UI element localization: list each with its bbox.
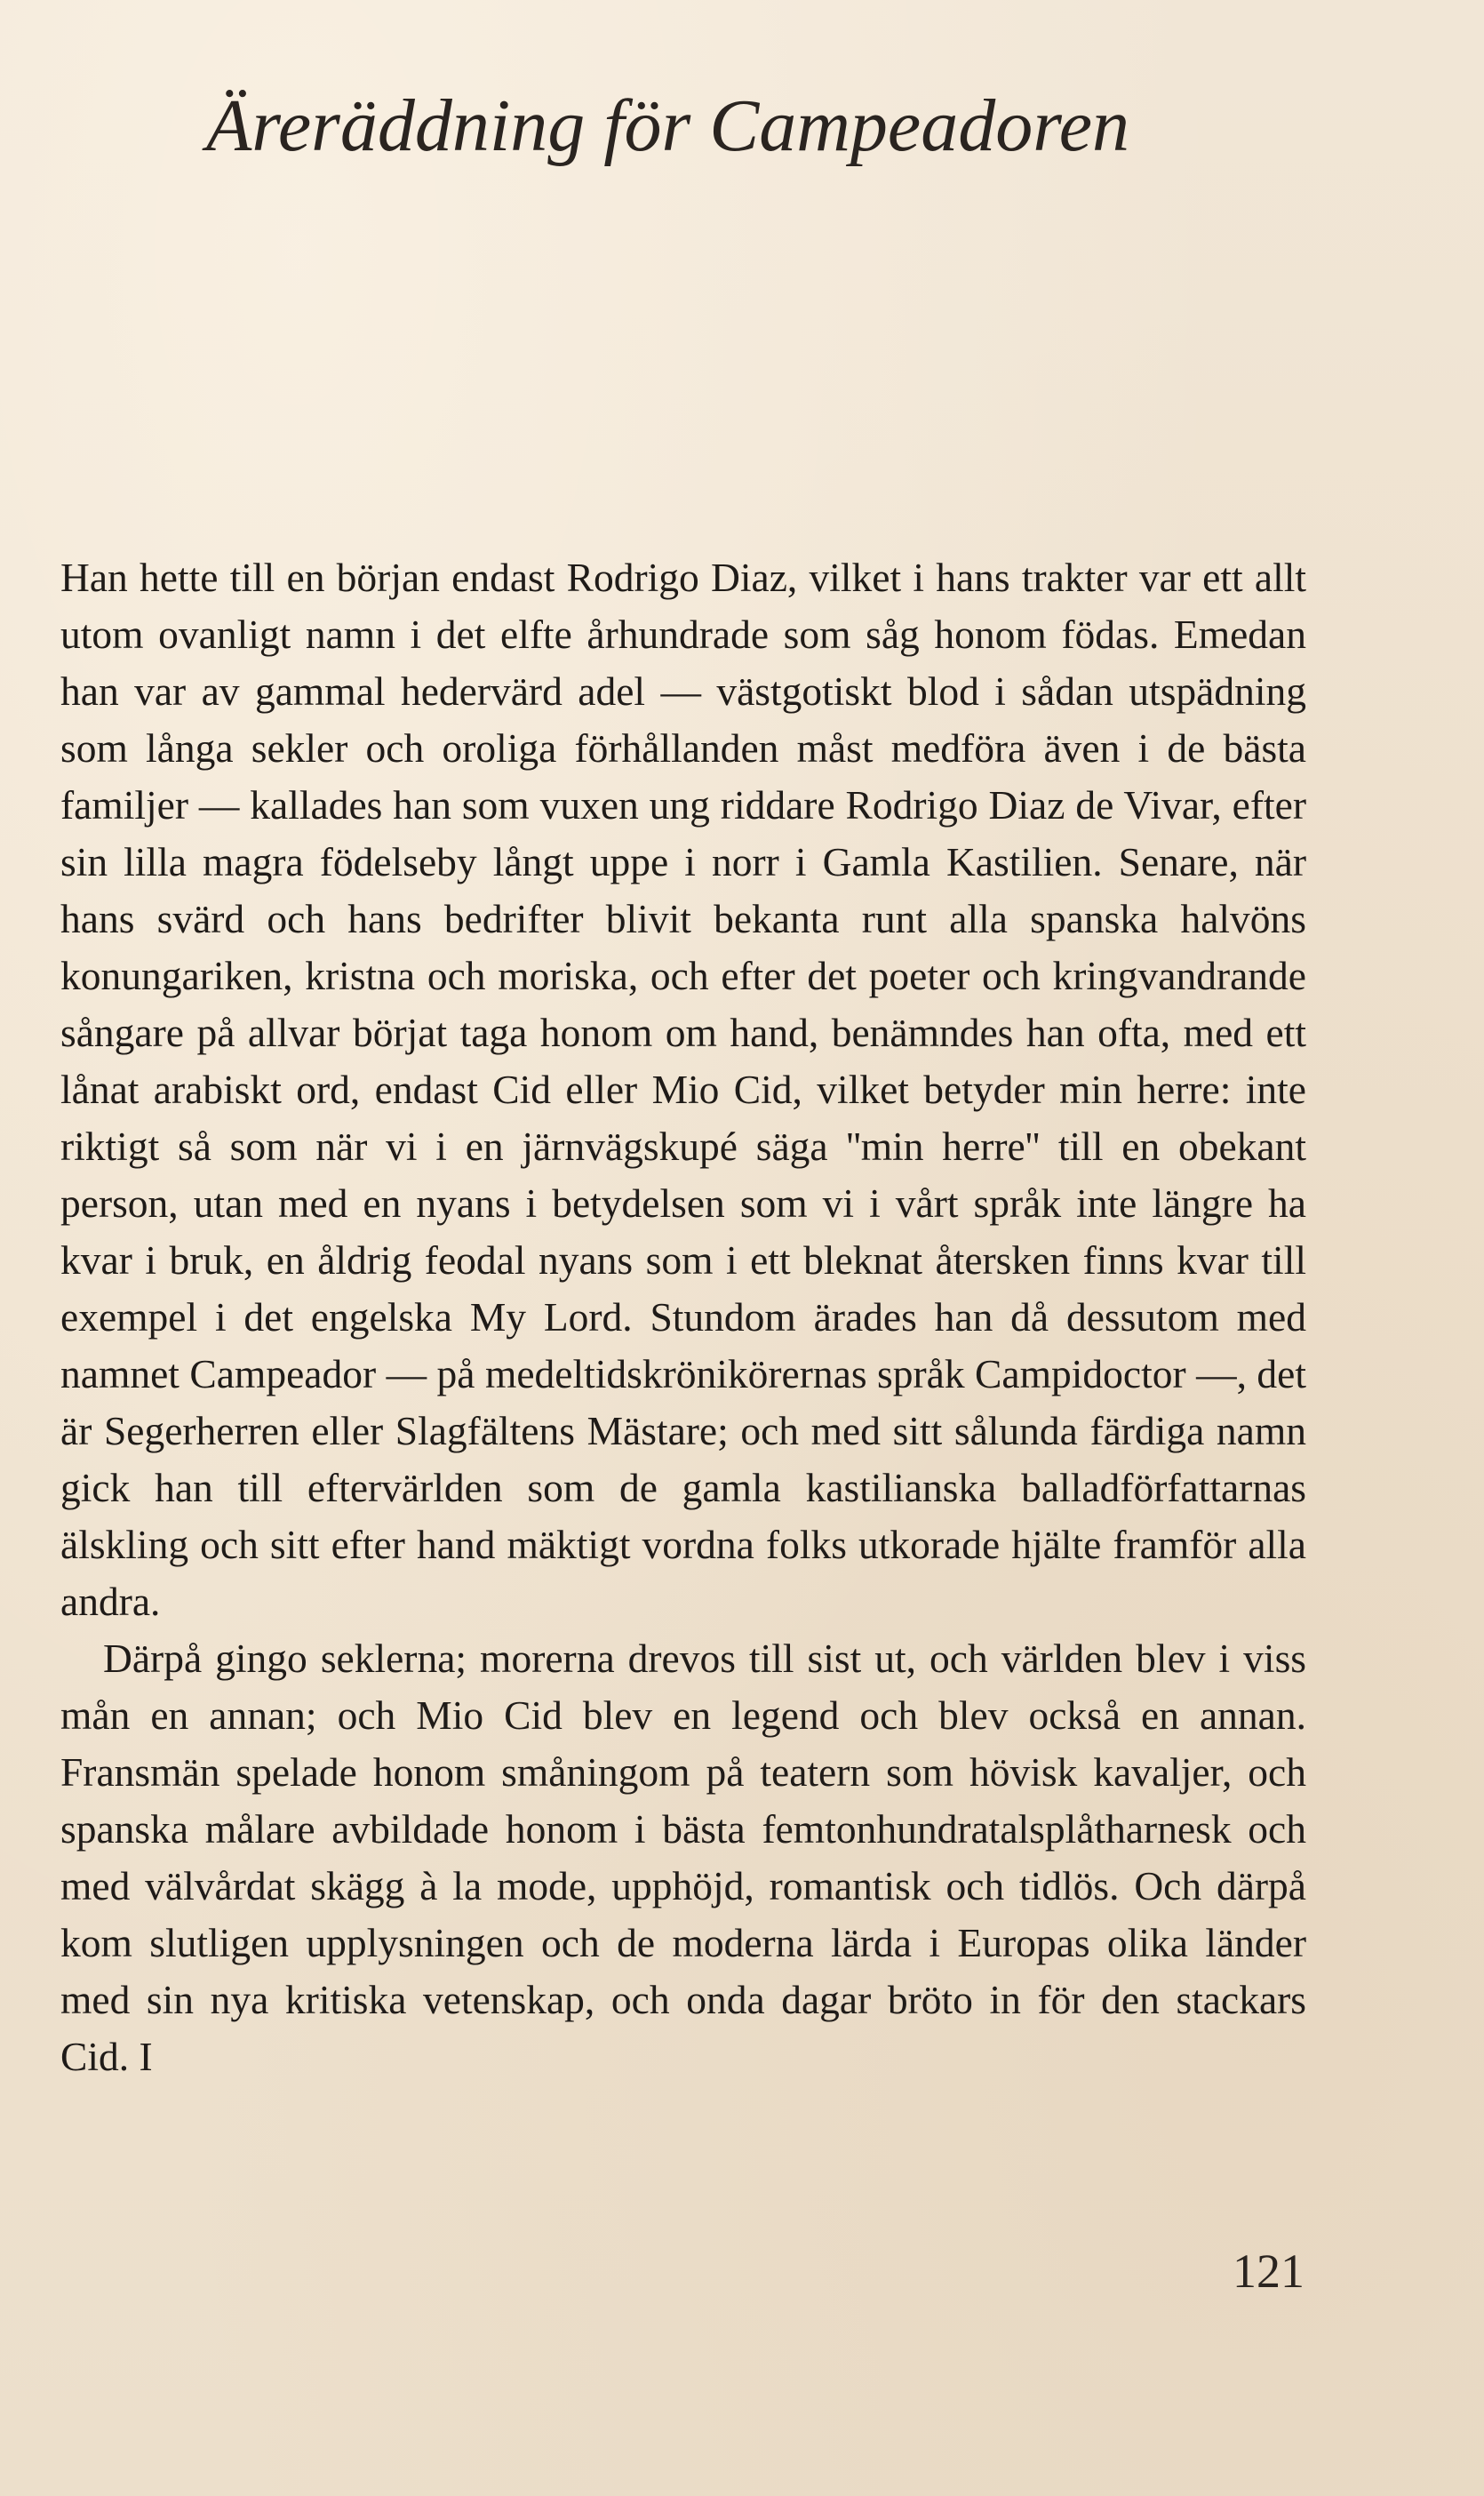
body-text [60, 549, 1306, 2085]
paragraph: Därpå gingo seklerna; morerna drevos till sist ut, och världen blev i viss mån en annan; och Mio Cid blev en legend och blev också en annan. Fransmän spelade honom småningom på teatern som hövisk kavaljer, och spanska målare avbildade honom i bästa femtonhundratalsplåtharnesk och med välvårdat skägg à la mode, upphöjd, romantisk och tidlös. Och därpå kom slutligen upplysningen och de moderna lärda i Europas olika länder med sin nya kritiska vetenskap, och onda dagar bröto in för den stackars Cid. I [60, 1636, 1306, 2079]
chapter-title: Äreräddning för Campeadoren [206, 84, 1130, 167]
page-number: 121 [1233, 2244, 1304, 2298]
paragraph: Han hette till en början endast Rodrigo Diaz, vilket i hans trakter var ett allt utom ovanligt namn i det elfte århundrade som såg honom födas. Emedan han var av gammal hedervärd adel — västgotiskt blod i sådan utspädning som långa sekler och oroliga förhållanden måst medföra även i de bästa familjer — kallades han som vuxen ung riddare Rodrigo Diaz de Vivar, efter sin lilla magra födelseby långt uppe i norr i Gamla Kastilien. Senare, när hans svärd och hans bedrifter blivit bekanta runt alla spanska halvöns konungariken, kristna och moriska, och efter det poeter och kringvandrande sångare på allvar börjat taga honom om hand, benämndes han ofta, med ett lånat arabiskt ord, endast Cid eller Mio Cid, vilket betyder min herre: inte riktigt så som när vi i en järnvägskupé säga ''min herre'' till en obekant person, utan med en nyans i betydelsen som vi i vårt språk inte längre ha kvar i bruk, en åldrig feodal nyans som i ett bleknat återsken finns kvar till exempel i det engelska My Lord. Stundom ärades han då dessutom med namnet Campeador — på medeltidskrönikörernas språk Campidoctor —, det är Segerherren eller Slagfältens Mästare; och med sitt sålunda färdiga namn gick han till eftervärlden som de gamla kastilianska balladförfattarnas älskling och sitt efter hand mäktigt vordna folks utkorade hjälte framför alla andra. [60, 555, 1306, 1624]
